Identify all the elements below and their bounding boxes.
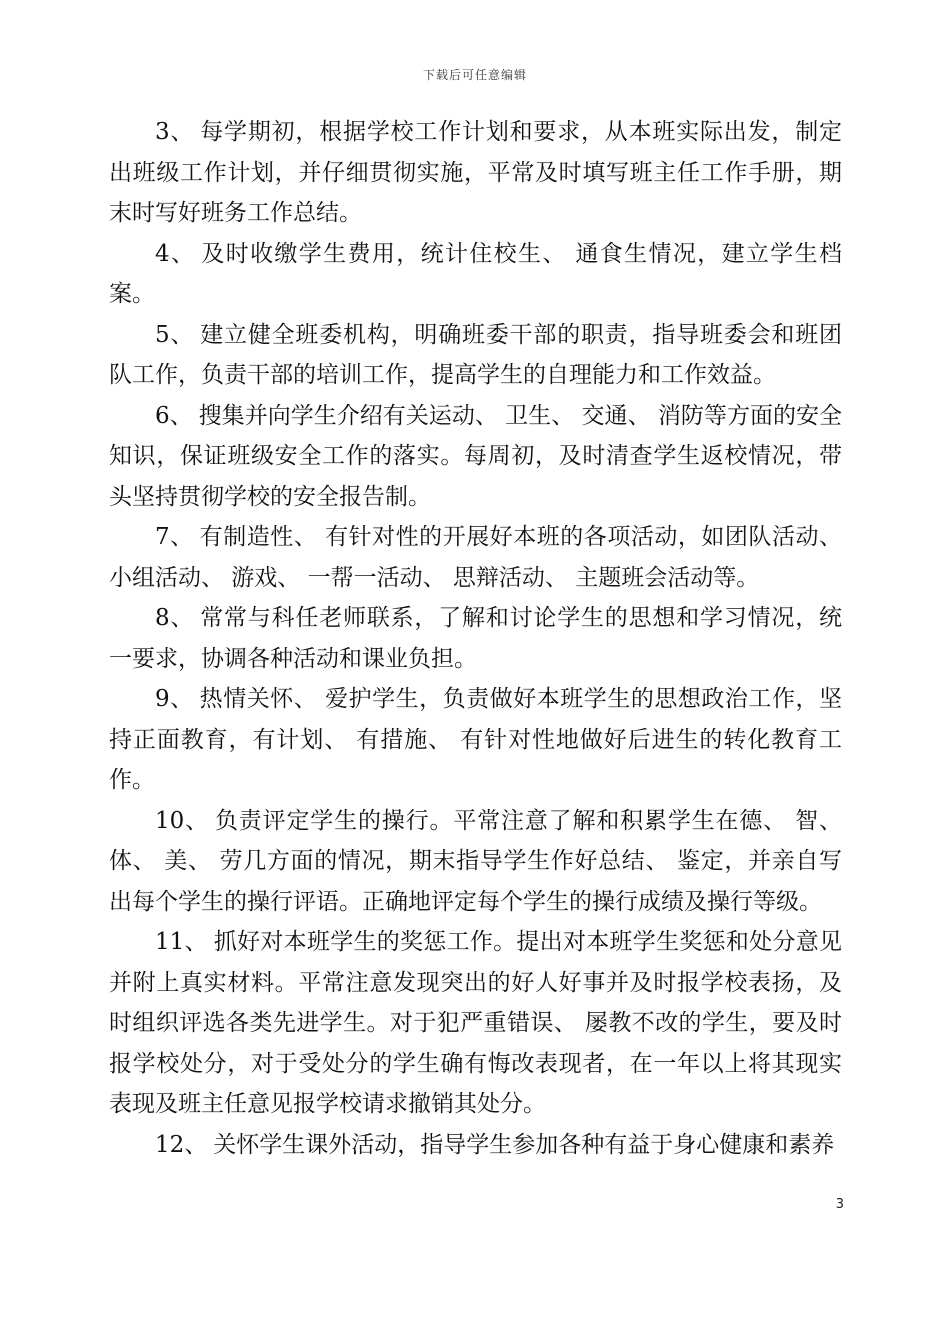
item-number: 6、	[155, 402, 193, 429]
item-number: 8、	[155, 605, 195, 631]
item-number: 9、	[155, 686, 194, 712]
item-number: 3、	[155, 119, 195, 145]
paragraph-item-12	[109, 1125, 842, 1166]
page-header: 下载后可任意编辑	[422, 68, 527, 82]
item-text: 每学期初，根据学校工作计划和要求，从本班实际出发，制定出班级工作计划，并仔细贯彻实施，平常及时填写班主任工作手册，期末时写好班务工作总结。	[109, 119, 842, 226]
item-number: 11、	[155, 929, 208, 955]
item-number: 7、	[155, 524, 194, 550]
item-text: 有制造性、 有针对性的开展好本班的各项活动，如团队活动、小组活动、 游戏、 一帮一活动、 思辩活动、 主题班会活动等。	[109, 524, 842, 591]
item-text: 搜集并向学生介绍有关运动、 卫生、 交通、 消防等方面的安全知识，保证班级安全工作的落实。每周初，及时清查学生返校情况，带头坚持贯彻学校的安全报告制。	[109, 402, 842, 510]
paragraph-item-7	[109, 517, 842, 598]
paragraph-item-11	[109, 922, 842, 1125]
paragraph-item-10	[109, 801, 842, 923]
item-text: 热情关怀、 爱护学生，负责做好本班学生的思想政治工作，坚持正面教育，有计划、 有措施、 有针对性地做好后进生的转化教育工作。	[109, 686, 842, 793]
document-body	[109, 112, 842, 1165]
item-text: 及时收缴学生费用，统计住校生、 通食生情况，建立学生档案。	[109, 240, 842, 307]
item-number: 4、	[155, 240, 196, 267]
item-number: 5、	[155, 321, 195, 348]
paragraph-item-8	[109, 598, 842, 679]
paragraph-item-3	[109, 112, 842, 234]
paragraph-item-9	[109, 679, 842, 801]
item-number: 12、	[155, 1131, 208, 1158]
paragraph-item-5	[109, 315, 842, 396]
item-text: 负责评定学生的操行。平常注意了解和积累学生在德、 智、体、 美、 劳几方面的情况，期末指导学生作好总结、 鉴定，并亲自写出每个学生的操行评语。正确地评定每个学生的操行成绩及操行等级。	[109, 807, 842, 915]
paragraph-item-6	[109, 396, 842, 518]
paragraph-item-4	[109, 234, 842, 315]
item-number: 10、	[155, 807, 209, 834]
item-text: 常常与科任老师联系，了解和讨论学生的思想和学习情况，统一要求，协调各种活动和课业负担。	[109, 605, 842, 672]
item-text: 关怀学生课外活动，指导学生参加各种有益于身心健康和素养	[213, 1131, 835, 1158]
item-text: 抓好对本班学生的奖惩工作。提出对本班学生奖惩和处分意见并附上真实材料。平常注意发现突出的好人好事并及时报学校表扬，及时组织评选各类先进学生。对于犯严重错误、 屡教不改的学生，要及时报学校处分，对于受处分的学生确有悔改表现者，在一年以上将其现实表现及班主任意见报学校请求撤销其处分。	[109, 929, 842, 1117]
item-text: 建立健全班委机构，明确班委干部的职责，指导班委会和班团队工作，负责干部的培训工作，提高学生的自理能力和工作效益。	[109, 321, 842, 388]
page-number: 3	[835, 1197, 844, 1212]
